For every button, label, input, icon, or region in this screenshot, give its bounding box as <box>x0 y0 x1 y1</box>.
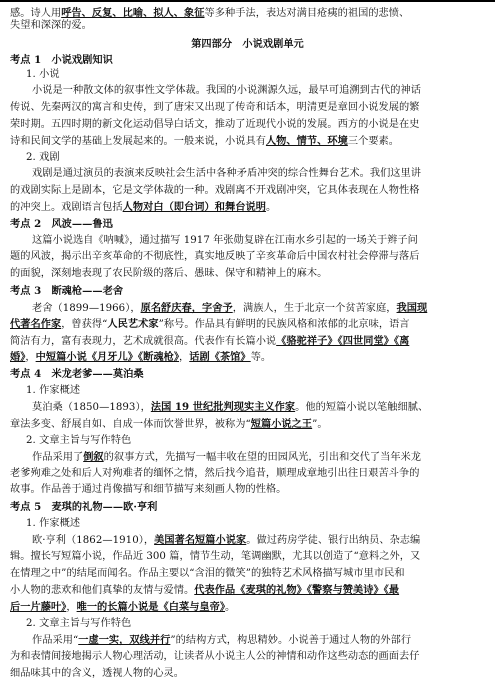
text-line <box>10 450 488 465</box>
subsection-heading <box>26 517 488 531</box>
text-segment: ”称号。作品具有鲜明的民族风格和浓郁的北京味，语言 <box>158 319 410 330</box>
text-line <box>10 200 488 215</box>
text-segment: 为和表情间接地揭示人物心理活动，让读者从小说主人公的神情和动作这些动态的画面去仔 <box>10 651 420 662</box>
text-segment: 在情理之中”的结尾而闻名。作品主要以“含泪的微笑”的独特艺术风格描写城市里市民和 <box>10 568 405 579</box>
topic-heading <box>10 217 488 232</box>
top-rule <box>0 0 495 2</box>
text-segment: ，满族人，生于北京一个贫苦家庭， <box>232 303 397 314</box>
text-segment: 2. 文章主旨与写作特色 <box>26 435 132 446</box>
text-segment: 辑。擅长写短篇小说，作品近 300 篇，情节生动，笔调幽默，尤其以创造了“意料之外，又 <box>10 551 421 562</box>
text-segment: 1. 作家概述 <box>26 518 81 529</box>
text-segment: 小人物的悲欢和他们真挚的友情与爱情。 <box>10 585 195 596</box>
text-segment: 倒叙 <box>83 451 104 463</box>
text-line <box>10 118 488 132</box>
subsection-heading <box>26 151 488 165</box>
text-line <box>10 467 488 481</box>
text-segment: 考点 2 风波——鲁迅 <box>10 218 113 230</box>
text-segment: 一虚一实，双线并行 <box>78 634 171 646</box>
text-line <box>10 533 488 548</box>
text-segment: 法国 19 世纪批判现实主义作家 <box>150 401 296 413</box>
text-line <box>10 167 488 181</box>
text-line <box>10 350 488 365</box>
text-line <box>10 134 488 149</box>
text-segment: 的冲突上。戏剧语言包括 <box>10 202 123 213</box>
text-segment: 呼告、反复、比喻、拟人、象征 <box>61 7 205 19</box>
text-segment: ， <box>179 352 190 363</box>
text-segment: ， <box>66 602 77 613</box>
text-segment: 考点 5 麦琪的礼物——欧·亨利 <box>10 501 158 513</box>
text-segment: 人物对白（即台词）和舞台说明 <box>122 201 266 213</box>
text-segment: 老舍（1899—1966）， <box>32 303 141 314</box>
text-line <box>10 600 488 615</box>
text-line <box>10 550 488 564</box>
text-segment: 小说是一种散文体的叙事性文学体裁。我国的小说渊源久远，最早可追溯到古代的神话 <box>32 85 422 96</box>
text-segment: 作品采用“ <box>32 635 79 646</box>
text-segment: 唯一的长篇小说是《白菜与皇帝》 <box>76 601 226 613</box>
text-line <box>10 667 488 681</box>
text-segment: 作品采用了 <box>32 452 84 463</box>
subsection-heading <box>26 384 488 398</box>
text-segment: 等多种手法，表达对满目疮痍的祖国的悲愤、 <box>204 8 410 19</box>
text-segment: 1. 小说 <box>26 69 60 80</box>
text-segment: ， <box>25 352 36 363</box>
text-segment: 传说、先秦两汉的寓言和史传，到了唐宋又出现了传奇和话本，明清更是章回小说发展的繁 <box>10 102 420 113</box>
text-line <box>10 400 488 415</box>
text-line <box>10 583 488 598</box>
text-line <box>10 234 488 248</box>
text-line <box>10 417 488 432</box>
text-line <box>10 101 488 115</box>
text-segment: 我国现 <box>396 302 428 314</box>
section-title <box>0 37 495 52</box>
text-segment: 考点 1 小说戏剧知识 <box>10 54 113 66</box>
text-segment: 原名舒庆春，字舍予 <box>140 302 233 314</box>
text-segment: 感。诗人用 <box>10 8 62 19</box>
text-segment: 考点 4 米龙老爹——莫泊桑 <box>10 368 144 380</box>
text-segment: 细品味其中的含义，透视人物的心灵。 <box>10 668 185 679</box>
text-segment: 诗和民间文学的基础上发展起来的。一般来说，小说具有 <box>10 136 266 147</box>
text-segment: 三个要素。 <box>347 136 400 147</box>
text-segment: 2. 文章主旨与写作特色 <box>26 618 132 629</box>
text-line <box>10 317 488 332</box>
text-segment: 老爹殉难之处和后人对殉难者的缅怀之情，然后找今追昔，顺理成章地引出往日艰苦斗争的 <box>10 468 420 479</box>
subsection-heading <box>26 68 488 82</box>
topic-heading <box>10 367 488 382</box>
text-segment: 2. 戏剧 <box>26 152 60 163</box>
topic-heading <box>10 53 488 68</box>
text-segment: 故事。作品善于通过肖像描写和细节描写来刻画人物的性格。 <box>10 484 287 495</box>
text-line <box>10 267 488 281</box>
text-segment: 代著名作家 <box>10 318 62 330</box>
text-line <box>10 19 488 33</box>
text-line <box>10 184 488 198</box>
text-segment: 考点 3 断魂枪——老舍 <box>10 285 124 297</box>
text-segment: 题的风波，揭示出辛亥革命的不彻底性，真实地反映了辛亥革命后中国农村社会停滞与落后 <box>10 251 420 262</box>
text-segment: 1. 作家概述 <box>26 385 81 396</box>
text-line <box>10 650 488 664</box>
text-segment: 欧·亨利（1862—1910）， <box>32 535 155 546</box>
text-segment: 的面貌，深刻地表现了农民阶级的落后、愚昧、保守和精神上的麻木。 <box>10 268 328 279</box>
text-line <box>10 301 488 316</box>
text-segment: 章法多变、舒展自如、自成一体而饮誉世界，被称为“ <box>10 419 251 430</box>
text-segment: 美国著名短篇小说家 <box>154 534 247 546</box>
topic-heading <box>10 500 488 515</box>
text-segment: 中短篇小说《月牙儿》《断魂枪》 <box>35 351 179 363</box>
text-line <box>10 633 488 648</box>
text-segment: 后一片藤叶》 <box>10 601 67 613</box>
text-line <box>10 483 488 497</box>
text-segment: 戏剧是通过演员的表演来反映社会生活中各种矛盾冲突的综合性舞台艺术。我们这里讲 <box>32 168 422 179</box>
text-segment: 第四部分 小说戏剧单元 <box>191 38 304 50</box>
text-segment: 莫泊桑（1850—1893）， <box>32 402 151 413</box>
text-segment: 。做过药房学徒、银行出纳员、杂志编 <box>246 535 421 546</box>
text-segment: ，曾获得“ <box>61 319 108 330</box>
text-line <box>10 334 488 349</box>
text-segment: 的戏剧实际上是剧本，它是文学体裁的一种。戏剧离不开戏剧冲突，它具体表现在人物性格 <box>10 185 420 196</box>
text-segment: ”的结构方式，构思精妙。小说善于通过人物的外部行 <box>170 635 412 646</box>
text-segment: 这篇小说选自《呐喊》，通过描写 1917 年张勋复辟在江南水乡引起的一场关于辫子问 <box>32 235 418 246</box>
text-segment: 失望和深深的爱。 <box>10 20 92 31</box>
text-segment: 话剧《茶馆》 <box>189 351 251 363</box>
text-segment: 的叙事方式，先描写一幅丰收在望的田园风光，引出和交代了当年米龙 <box>103 452 422 463</box>
text-segment: 《骆驼祥子》《四世同堂》《离 <box>276 335 410 347</box>
text-segment: 代表作品《麦琪的礼物》《警察与赞美诗》《最 <box>194 584 400 596</box>
text-line <box>10 84 488 98</box>
text-segment: 人民艺术家 <box>107 318 159 330</box>
text-segment: 婚》 <box>10 351 26 363</box>
text-segment: 人物、情节、环境 <box>265 135 348 147</box>
text-segment: 荣时期。五四时期的新文化运动倡导白话文，推动了近现代小说的发展。西方的小说是在史 <box>10 119 420 130</box>
text-segment: 。他的短篇小说以笔触细腻、 <box>295 402 429 413</box>
text-line <box>10 250 488 264</box>
text-segment: ”。 <box>312 419 328 430</box>
text-segment: 短篇小说之王 <box>250 418 313 430</box>
topic-heading <box>10 284 488 299</box>
subsection-heading <box>26 434 488 448</box>
subsection-heading <box>26 617 488 631</box>
text-segment: 简洁有力，富有表现力，艺术成就很高。代表作有长篇小说 <box>10 336 277 347</box>
text-segment: 。 <box>225 602 236 613</box>
text-segment: 。 <box>265 202 277 213</box>
text-segment: 等。 <box>250 352 272 363</box>
text-line <box>10 567 488 581</box>
